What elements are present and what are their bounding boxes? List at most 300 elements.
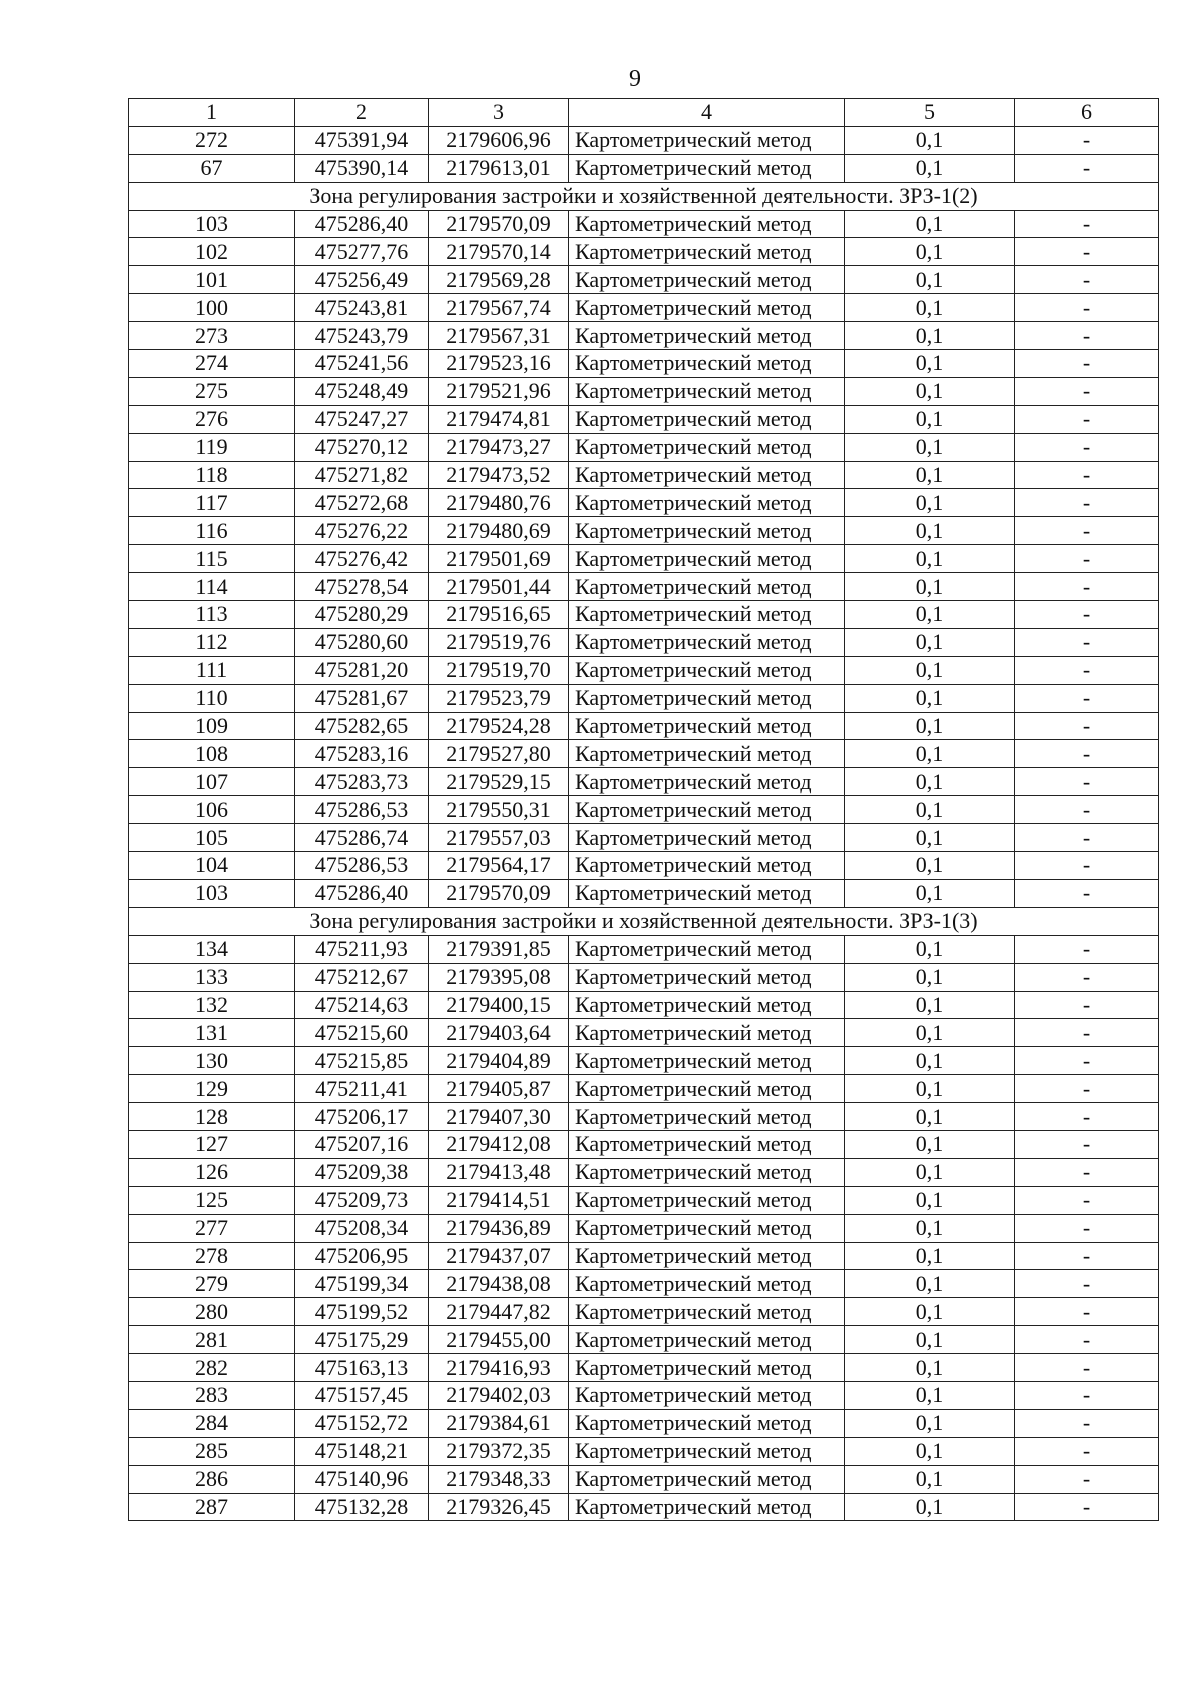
note-cell: - xyxy=(1015,1354,1159,1382)
point-number-cell: 102 xyxy=(129,238,295,266)
note-cell: - xyxy=(1015,126,1159,154)
table-row xyxy=(129,1354,1159,1382)
accuracy-cell: 0,1 xyxy=(845,963,1015,991)
y-coordinate-cell: 2179516,65 xyxy=(429,601,569,629)
y-coordinate-cell: 2179567,74 xyxy=(429,294,569,322)
accuracy-cell: 0,1 xyxy=(845,517,1015,545)
point-number-cell: 133 xyxy=(129,963,295,991)
x-coordinate-cell: 475281,67 xyxy=(295,684,429,712)
note-cell: - xyxy=(1015,824,1159,852)
x-coordinate-cell: 475152,72 xyxy=(295,1409,429,1437)
note-cell: - xyxy=(1015,1019,1159,1047)
y-coordinate-cell: 2179606,96 xyxy=(429,126,569,154)
accuracy-cell: 0,1 xyxy=(845,1354,1015,1382)
point-number-cell: 101 xyxy=(129,266,295,294)
accuracy-cell: 0,1 xyxy=(845,1493,1015,1521)
method-cell: Картометрический метод xyxy=(569,1019,845,1047)
method-cell: Картометрический метод xyxy=(569,545,845,573)
point-number-cell: 128 xyxy=(129,1103,295,1131)
method-cell: Картометрический метод xyxy=(569,489,845,517)
accuracy-cell: 0,1 xyxy=(845,545,1015,573)
y-coordinate-cell: 2179438,08 xyxy=(429,1270,569,1298)
method-cell: Картометрический метод xyxy=(569,350,845,378)
y-coordinate-cell: 2179404,89 xyxy=(429,1047,569,1075)
method-cell: Картометрический метод xyxy=(569,1130,845,1158)
x-coordinate-cell: 475271,82 xyxy=(295,461,429,489)
note-cell: - xyxy=(1015,1158,1159,1186)
table-row xyxy=(129,684,1159,712)
y-coordinate-cell: 2179570,14 xyxy=(429,238,569,266)
point-number-cell: 129 xyxy=(129,1075,295,1103)
accuracy-cell: 0,1 xyxy=(845,1103,1015,1131)
table-row xyxy=(129,740,1159,768)
point-number-cell: 103 xyxy=(129,879,295,907)
y-coordinate-cell: 2179523,79 xyxy=(429,684,569,712)
method-cell: Картометрический метод xyxy=(569,963,845,991)
y-coordinate-cell: 2179436,89 xyxy=(429,1214,569,1242)
y-coordinate-cell: 2179405,87 xyxy=(429,1075,569,1103)
note-cell: - xyxy=(1015,1270,1159,1298)
note-cell: - xyxy=(1015,740,1159,768)
method-cell: Картометрический метод xyxy=(569,1242,845,1270)
note-cell: - xyxy=(1015,1409,1159,1437)
x-coordinate-cell: 475208,34 xyxy=(295,1214,429,1242)
point-number-cell: 105 xyxy=(129,824,295,852)
x-coordinate-cell: 475209,38 xyxy=(295,1158,429,1186)
x-coordinate-cell: 475214,63 xyxy=(295,991,429,1019)
table-row xyxy=(129,461,1159,489)
y-coordinate-cell: 2179474,81 xyxy=(429,405,569,433)
method-cell: Картометрический метод xyxy=(569,1214,845,1242)
x-coordinate-cell: 475199,52 xyxy=(295,1298,429,1326)
y-coordinate-cell: 2179413,48 xyxy=(429,1158,569,1186)
x-coordinate-cell: 475256,49 xyxy=(295,266,429,294)
note-cell: - xyxy=(1015,1075,1159,1103)
x-coordinate-cell: 475276,42 xyxy=(295,545,429,573)
table-row xyxy=(129,768,1159,796)
table-row xyxy=(129,433,1159,461)
x-coordinate-cell: 475206,95 xyxy=(295,1242,429,1270)
method-cell: Картометрический метод xyxy=(569,573,845,601)
table-row xyxy=(129,656,1159,684)
method-cell: Картометрический метод xyxy=(569,126,845,154)
accuracy-cell: 0,1 xyxy=(845,126,1015,154)
note-cell: - xyxy=(1015,963,1159,991)
point-number-cell: 281 xyxy=(129,1326,295,1354)
point-number-cell: 134 xyxy=(129,935,295,963)
note-cell: - xyxy=(1015,768,1159,796)
method-cell: Картометрический метод xyxy=(569,1465,845,1493)
accuracy-cell: 0,1 xyxy=(845,433,1015,461)
accuracy-cell: 0,1 xyxy=(845,852,1015,880)
method-cell: Картометрический метод xyxy=(569,656,845,684)
x-coordinate-cell: 475391,94 xyxy=(295,126,429,154)
y-coordinate-cell: 2179523,16 xyxy=(429,350,569,378)
method-cell: Картометрический метод xyxy=(569,517,845,545)
point-number-cell: 119 xyxy=(129,433,295,461)
accuracy-cell: 0,1 xyxy=(845,322,1015,350)
method-cell: Картометрический метод xyxy=(569,1186,845,1214)
x-coordinate-cell: 475280,60 xyxy=(295,628,429,656)
table-row xyxy=(129,350,1159,378)
accuracy-cell: 0,1 xyxy=(845,489,1015,517)
table-row xyxy=(129,963,1159,991)
method-cell: Картометрический метод xyxy=(569,1381,845,1409)
note-cell: - xyxy=(1015,154,1159,182)
note-cell: - xyxy=(1015,1186,1159,1214)
note-cell: - xyxy=(1015,573,1159,601)
method-cell: Картометрический метод xyxy=(569,1298,845,1326)
table-row xyxy=(129,489,1159,517)
accuracy-cell: 0,1 xyxy=(845,684,1015,712)
method-cell: Картометрический метод xyxy=(569,238,845,266)
table-row xyxy=(129,1465,1159,1493)
x-coordinate-cell: 475247,27 xyxy=(295,405,429,433)
y-coordinate-cell: 2179567,31 xyxy=(429,322,569,350)
x-coordinate-cell: 475286,53 xyxy=(295,796,429,824)
point-number-cell: 109 xyxy=(129,712,295,740)
point-number-cell: 117 xyxy=(129,489,295,517)
point-number-cell: 286 xyxy=(129,1465,295,1493)
method-cell: Картометрический метод xyxy=(569,935,845,963)
note-cell: - xyxy=(1015,238,1159,266)
method-cell: Картометрический метод xyxy=(569,1158,845,1186)
table-row xyxy=(129,1270,1159,1298)
accuracy-cell: 0,1 xyxy=(845,1075,1015,1103)
method-cell: Картометрический метод xyxy=(569,824,845,852)
x-coordinate-cell: 475270,12 xyxy=(295,433,429,461)
y-coordinate-cell: 2179416,93 xyxy=(429,1354,569,1382)
y-coordinate-cell: 2179400,15 xyxy=(429,991,569,1019)
y-coordinate-cell: 2179384,61 xyxy=(429,1409,569,1437)
accuracy-cell: 0,1 xyxy=(845,1158,1015,1186)
point-number-cell: 278 xyxy=(129,1242,295,1270)
method-cell: Картометрический метод xyxy=(569,322,845,350)
accuracy-cell: 0,1 xyxy=(845,740,1015,768)
x-coordinate-cell: 475281,20 xyxy=(295,656,429,684)
x-coordinate-cell: 475140,96 xyxy=(295,1465,429,1493)
table-row xyxy=(129,935,1159,963)
y-coordinate-cell: 2179501,69 xyxy=(429,545,569,573)
point-number-cell: 106 xyxy=(129,796,295,824)
point-number-cell: 285 xyxy=(129,1437,295,1465)
table-row xyxy=(129,1130,1159,1158)
x-coordinate-cell: 475157,45 xyxy=(295,1381,429,1409)
note-cell: - xyxy=(1015,210,1159,238)
point-number-cell: 284 xyxy=(129,1409,295,1437)
note-cell: - xyxy=(1015,712,1159,740)
method-cell: Картометрический метод xyxy=(569,796,845,824)
table-row xyxy=(129,1103,1159,1131)
accuracy-cell: 0,1 xyxy=(845,210,1015,238)
method-cell: Картометрический метод xyxy=(569,1409,845,1437)
y-coordinate-cell: 2179550,31 xyxy=(429,796,569,824)
table-row xyxy=(129,1437,1159,1465)
y-coordinate-cell: 2179407,30 xyxy=(429,1103,569,1131)
x-coordinate-cell: 475211,93 xyxy=(295,935,429,963)
method-cell: Картометрический метод xyxy=(569,991,845,1019)
accuracy-cell: 0,1 xyxy=(845,1130,1015,1158)
x-coordinate-cell: 475283,73 xyxy=(295,768,429,796)
table-row xyxy=(129,1298,1159,1326)
note-cell: - xyxy=(1015,935,1159,963)
y-coordinate-cell: 2179412,08 xyxy=(429,1130,569,1158)
note-cell: - xyxy=(1015,1326,1159,1354)
table-row xyxy=(129,294,1159,322)
x-coordinate-cell: 475211,41 xyxy=(295,1075,429,1103)
method-cell: Картометрический метод xyxy=(569,768,845,796)
header-cell-2: 2 xyxy=(295,99,429,127)
point-number-cell: 273 xyxy=(129,322,295,350)
accuracy-cell: 0,1 xyxy=(845,377,1015,405)
point-number-cell: 110 xyxy=(129,684,295,712)
method-cell: Картометрический метод xyxy=(569,628,845,656)
point-number-cell: 130 xyxy=(129,1047,295,1075)
table-row xyxy=(129,1242,1159,1270)
accuracy-cell: 0,1 xyxy=(845,1242,1015,1270)
note-cell: - xyxy=(1015,601,1159,629)
point-number-cell: 126 xyxy=(129,1158,295,1186)
x-coordinate-cell: 475278,54 xyxy=(295,573,429,601)
method-cell: Картометрический метод xyxy=(569,461,845,489)
note-cell: - xyxy=(1015,684,1159,712)
note-cell: - xyxy=(1015,322,1159,350)
accuracy-cell: 0,1 xyxy=(845,796,1015,824)
point-number-cell: 111 xyxy=(129,656,295,684)
x-coordinate-cell: 475212,67 xyxy=(295,963,429,991)
table-row xyxy=(129,879,1159,907)
table-row xyxy=(129,517,1159,545)
method-cell: Картометрический метод xyxy=(569,405,845,433)
y-coordinate-cell: 2179564,17 xyxy=(429,852,569,880)
method-cell: Картометрический метод xyxy=(569,852,845,880)
note-cell: - xyxy=(1015,405,1159,433)
accuracy-cell: 0,1 xyxy=(845,405,1015,433)
note-cell: - xyxy=(1015,545,1159,573)
note-cell: - xyxy=(1015,517,1159,545)
point-number-cell: 132 xyxy=(129,991,295,1019)
table-row xyxy=(129,796,1159,824)
zone-heading-row xyxy=(129,182,1159,210)
point-number-cell: 116 xyxy=(129,517,295,545)
point-number-cell: 112 xyxy=(129,628,295,656)
accuracy-cell: 0,1 xyxy=(845,1186,1015,1214)
method-cell: Картометрический метод xyxy=(569,684,845,712)
point-number-cell: 279 xyxy=(129,1270,295,1298)
note-cell: - xyxy=(1015,489,1159,517)
point-number-cell: 115 xyxy=(129,545,295,573)
method-cell: Картометрический метод xyxy=(569,1354,845,1382)
x-coordinate-cell: 475148,21 xyxy=(295,1437,429,1465)
y-coordinate-cell: 2179403,64 xyxy=(429,1019,569,1047)
method-cell: Картометрический метод xyxy=(569,1326,845,1354)
x-coordinate-cell: 475215,85 xyxy=(295,1047,429,1075)
accuracy-cell: 0,1 xyxy=(845,768,1015,796)
note-cell: - xyxy=(1015,628,1159,656)
x-coordinate-cell: 475286,74 xyxy=(295,824,429,852)
x-coordinate-cell: 475276,22 xyxy=(295,517,429,545)
table-row xyxy=(129,573,1159,601)
table-row xyxy=(129,1047,1159,1075)
x-coordinate-cell: 475175,29 xyxy=(295,1326,429,1354)
y-coordinate-cell: 2179569,28 xyxy=(429,266,569,294)
note-cell: - xyxy=(1015,350,1159,378)
point-number-cell: 275 xyxy=(129,377,295,405)
note-cell: - xyxy=(1015,294,1159,322)
note-cell: - xyxy=(1015,1242,1159,1270)
accuracy-cell: 0,1 xyxy=(845,266,1015,294)
x-coordinate-cell: 475286,53 xyxy=(295,852,429,880)
note-cell: - xyxy=(1015,1047,1159,1075)
point-number-cell: 282 xyxy=(129,1354,295,1382)
note-cell: - xyxy=(1015,461,1159,489)
table-row xyxy=(129,266,1159,294)
x-coordinate-cell: 475209,73 xyxy=(295,1186,429,1214)
header-cell-5: 5 xyxy=(845,99,1015,127)
table-header-row xyxy=(129,99,1159,127)
method-cell: Картометрический метод xyxy=(569,879,845,907)
accuracy-cell: 0,1 xyxy=(845,1298,1015,1326)
y-coordinate-cell: 2179447,82 xyxy=(429,1298,569,1326)
zone-heading: Зона регулирования застройки и хозяйственной деятельности. ЗРЗ-1(3) xyxy=(129,907,1159,935)
table-row xyxy=(129,601,1159,629)
point-number-cell: 127 xyxy=(129,1130,295,1158)
method-cell: Картометрический метод xyxy=(569,1047,845,1075)
table-row xyxy=(129,210,1159,238)
table-row xyxy=(129,712,1159,740)
accuracy-cell: 0,1 xyxy=(845,1381,1015,1409)
x-coordinate-cell: 475241,56 xyxy=(295,350,429,378)
y-coordinate-cell: 2179372,35 xyxy=(429,1437,569,1465)
coordinates-table xyxy=(128,98,1159,1521)
point-number-cell: 274 xyxy=(129,350,295,378)
accuracy-cell: 0,1 xyxy=(845,350,1015,378)
accuracy-cell: 0,1 xyxy=(845,712,1015,740)
note-cell: - xyxy=(1015,852,1159,880)
y-coordinate-cell: 2179402,03 xyxy=(429,1381,569,1409)
point-number-cell: 277 xyxy=(129,1214,295,1242)
point-number-cell: 113 xyxy=(129,601,295,629)
table-row xyxy=(129,1326,1159,1354)
accuracy-cell: 0,1 xyxy=(845,573,1015,601)
y-coordinate-cell: 2179348,33 xyxy=(429,1465,569,1493)
table-row xyxy=(129,126,1159,154)
method-cell: Картометрический метод xyxy=(569,294,845,322)
note-cell: - xyxy=(1015,266,1159,294)
table-row xyxy=(129,377,1159,405)
note-cell: - xyxy=(1015,1298,1159,1326)
x-coordinate-cell: 475277,76 xyxy=(295,238,429,266)
table-row xyxy=(129,322,1159,350)
point-number-cell: 272 xyxy=(129,126,295,154)
table-row xyxy=(129,1158,1159,1186)
table-row xyxy=(129,545,1159,573)
y-coordinate-cell: 2179437,07 xyxy=(429,1242,569,1270)
method-cell: Картометрический метод xyxy=(569,433,845,461)
table-row xyxy=(129,1075,1159,1103)
point-number-cell: 287 xyxy=(129,1493,295,1521)
x-coordinate-cell: 475132,28 xyxy=(295,1493,429,1521)
note-cell: - xyxy=(1015,1381,1159,1409)
y-coordinate-cell: 2179519,70 xyxy=(429,656,569,684)
method-cell: Картометрический метод xyxy=(569,740,845,768)
point-number-cell: 104 xyxy=(129,852,295,880)
accuracy-cell: 0,1 xyxy=(845,935,1015,963)
x-coordinate-cell: 475206,17 xyxy=(295,1103,429,1131)
x-coordinate-cell: 475243,79 xyxy=(295,322,429,350)
x-coordinate-cell: 475207,16 xyxy=(295,1130,429,1158)
y-coordinate-cell: 2179414,51 xyxy=(429,1186,569,1214)
y-coordinate-cell: 2179557,03 xyxy=(429,824,569,852)
y-coordinate-cell: 2179473,27 xyxy=(429,433,569,461)
accuracy-cell: 0,1 xyxy=(845,879,1015,907)
note-cell: - xyxy=(1015,796,1159,824)
x-coordinate-cell: 475286,40 xyxy=(295,210,429,238)
table-row xyxy=(129,1186,1159,1214)
table-row xyxy=(129,991,1159,1019)
table-row xyxy=(129,1493,1159,1521)
x-coordinate-cell: 475243,81 xyxy=(295,294,429,322)
accuracy-cell: 0,1 xyxy=(845,461,1015,489)
x-coordinate-cell: 475272,68 xyxy=(295,489,429,517)
note-cell: - xyxy=(1015,1214,1159,1242)
header-cell-4: 4 xyxy=(569,99,845,127)
method-cell: Картометрический метод xyxy=(569,712,845,740)
accuracy-cell: 0,1 xyxy=(845,1326,1015,1354)
note-cell: - xyxy=(1015,1437,1159,1465)
point-number-cell: 67 xyxy=(129,154,295,182)
accuracy-cell: 0,1 xyxy=(845,824,1015,852)
table-row xyxy=(129,154,1159,182)
note-cell: - xyxy=(1015,1493,1159,1521)
table-row xyxy=(129,1019,1159,1047)
method-cell: Картометрический метод xyxy=(569,1103,845,1131)
y-coordinate-cell: 2179326,45 xyxy=(429,1493,569,1521)
point-number-cell: 283 xyxy=(129,1381,295,1409)
y-coordinate-cell: 2179519,76 xyxy=(429,628,569,656)
y-coordinate-cell: 2179501,44 xyxy=(429,573,569,601)
accuracy-cell: 0,1 xyxy=(845,154,1015,182)
table-row xyxy=(129,1409,1159,1437)
y-coordinate-cell: 2179395,08 xyxy=(429,963,569,991)
accuracy-cell: 0,1 xyxy=(845,238,1015,266)
zone-heading: Зона регулирования застройки и хозяйственной деятельности. ЗРЗ-1(2) xyxy=(129,182,1159,210)
x-coordinate-cell: 475390,14 xyxy=(295,154,429,182)
accuracy-cell: 0,1 xyxy=(845,1214,1015,1242)
note-cell: - xyxy=(1015,433,1159,461)
note-cell: - xyxy=(1015,1130,1159,1158)
y-coordinate-cell: 2179529,15 xyxy=(429,768,569,796)
accuracy-cell: 0,1 xyxy=(845,1047,1015,1075)
note-cell: - xyxy=(1015,879,1159,907)
point-number-cell: 114 xyxy=(129,573,295,601)
point-number-cell: 108 xyxy=(129,740,295,768)
y-coordinate-cell: 2179521,96 xyxy=(429,377,569,405)
x-coordinate-cell: 475215,60 xyxy=(295,1019,429,1047)
point-number-cell: 276 xyxy=(129,405,295,433)
y-coordinate-cell: 2179480,69 xyxy=(429,517,569,545)
method-cell: Картометрический метод xyxy=(569,601,845,629)
method-cell: Картометрический метод xyxy=(569,1075,845,1103)
accuracy-cell: 0,1 xyxy=(845,1019,1015,1047)
x-coordinate-cell: 475248,49 xyxy=(295,377,429,405)
point-number-cell: 280 xyxy=(129,1298,295,1326)
x-coordinate-cell: 475163,13 xyxy=(295,1354,429,1382)
y-coordinate-cell: 2179613,01 xyxy=(429,154,569,182)
method-cell: Картометрический метод xyxy=(569,1437,845,1465)
accuracy-cell: 0,1 xyxy=(845,1409,1015,1437)
accuracy-cell: 0,1 xyxy=(845,1465,1015,1493)
